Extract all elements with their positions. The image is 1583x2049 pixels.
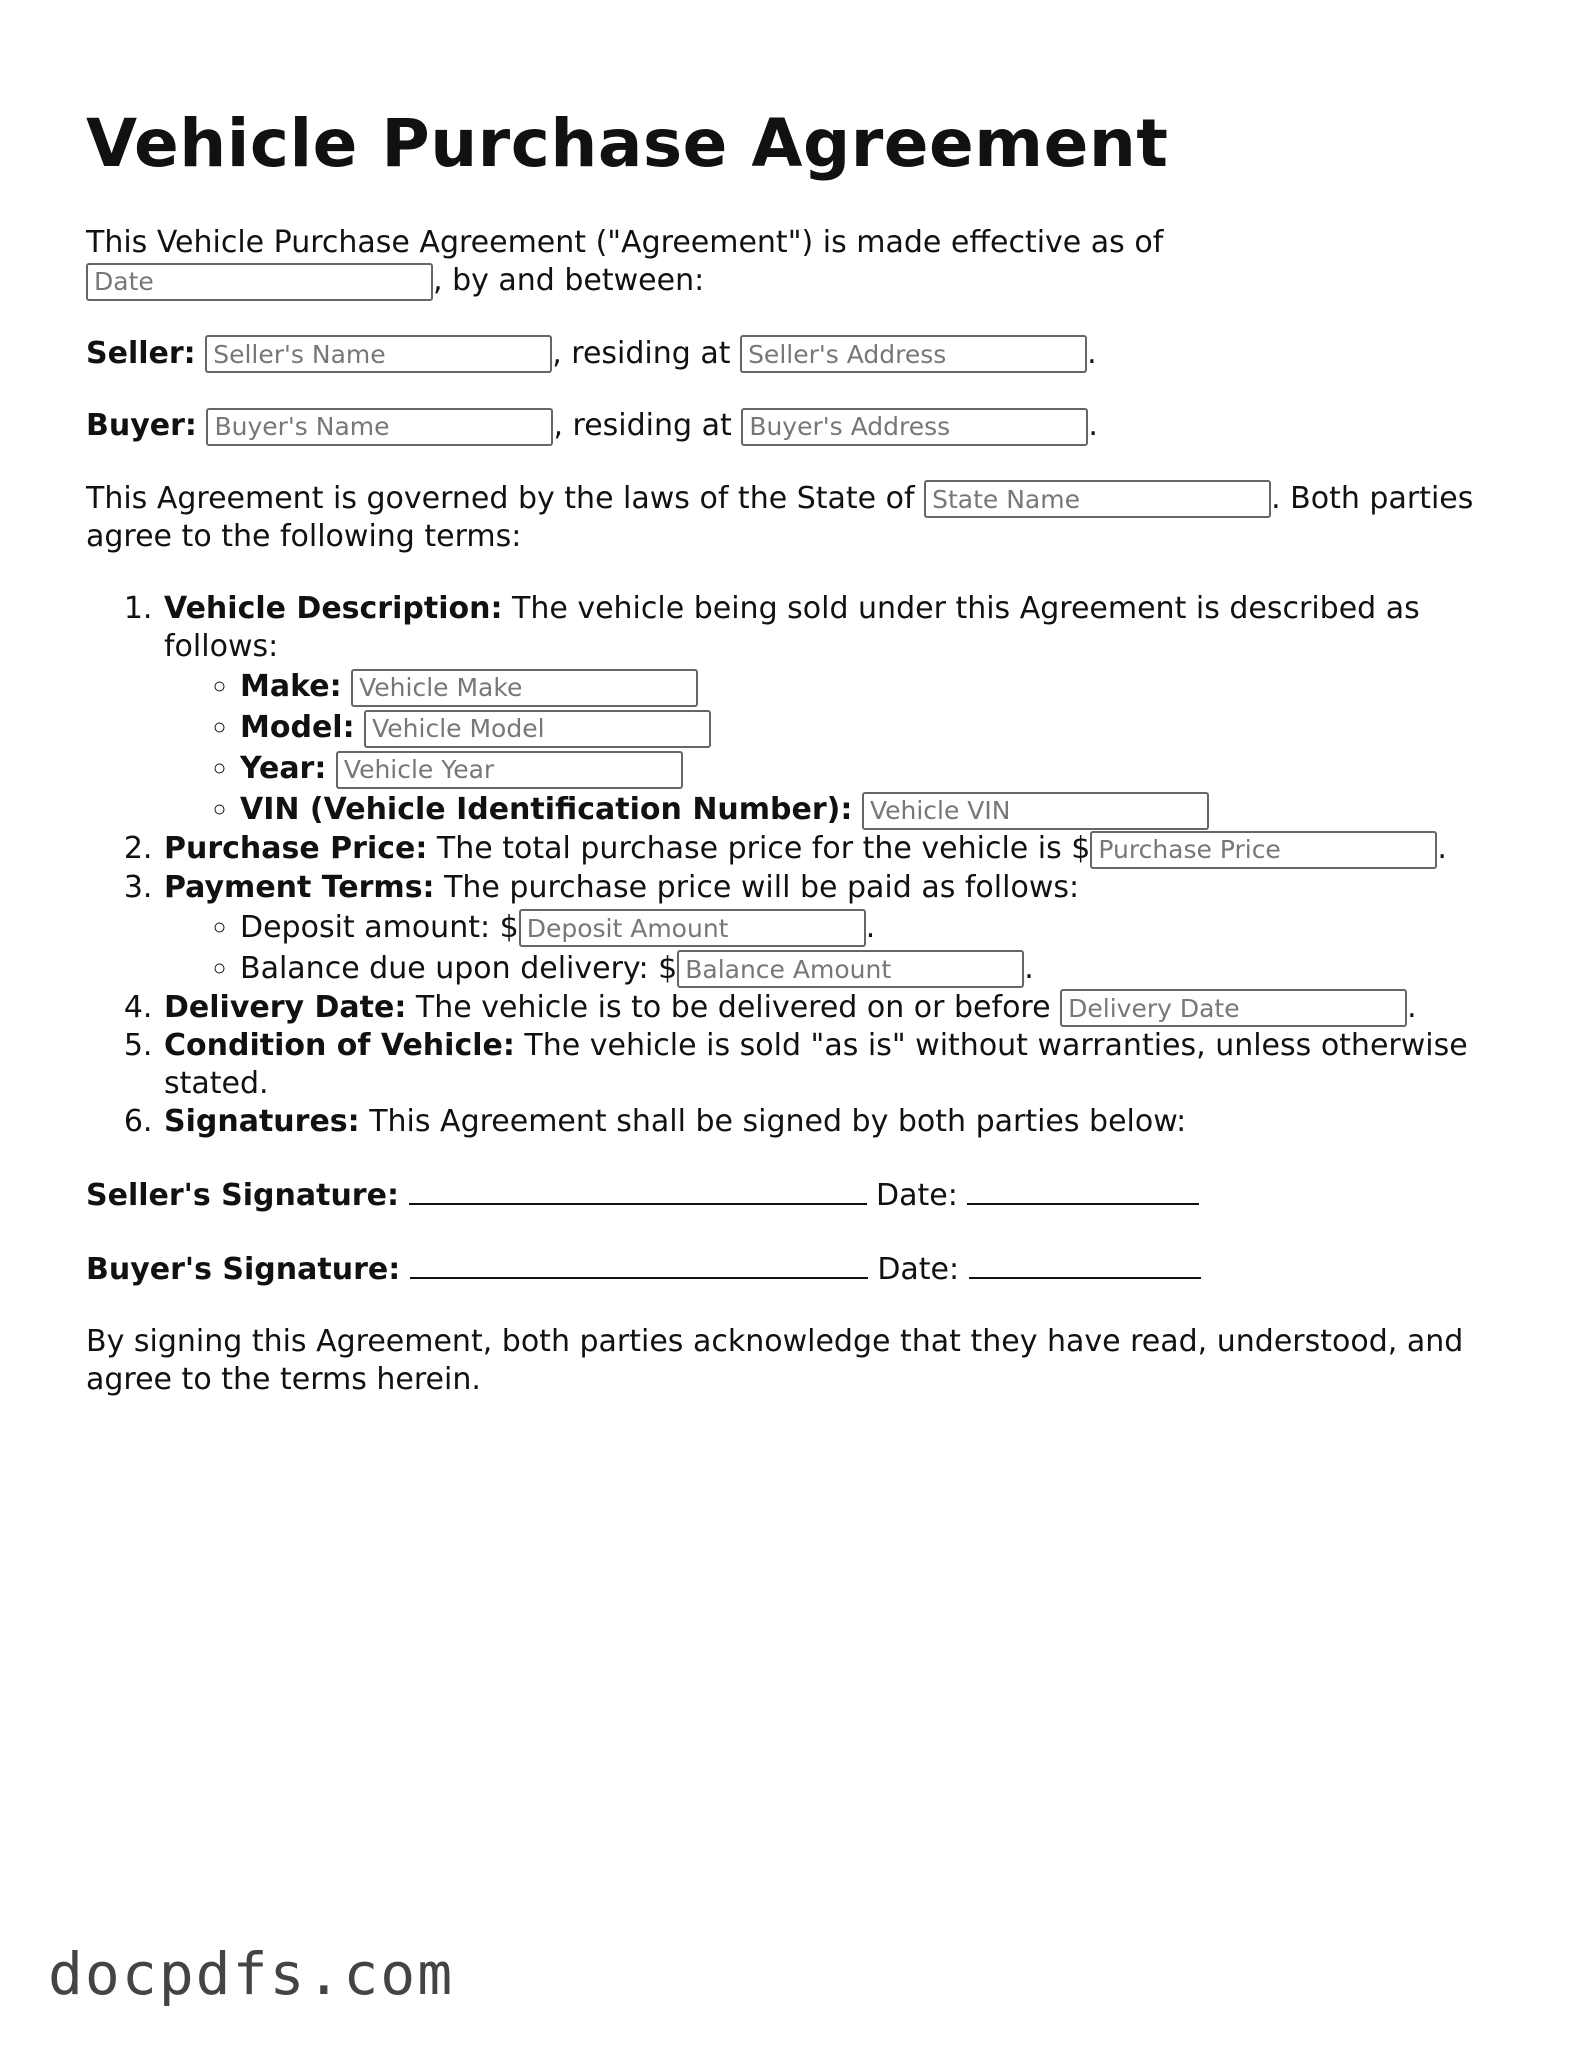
- make-label: Make:: [240, 669, 342, 704]
- term-delivery-date: [162, 989, 1506, 1028]
- seller-label: Seller:: [86, 335, 196, 371]
- balance-text: Balance due upon delivery: $: [240, 950, 678, 986]
- term-heading: Payment Terms:: [164, 869, 435, 905]
- vehicle-year-input[interactable]: [336, 751, 683, 789]
- seller-date-line[interactable]: [967, 1175, 1199, 1205]
- buyer-residing-text: , residing at: [553, 408, 732, 443]
- list-item: [240, 907, 1506, 948]
- vehicle-details-list: [164, 666, 1506, 830]
- buyer-signature-label: Buyer's Signature:: [86, 1252, 401, 1287]
- list-item: [240, 707, 1506, 748]
- buyer-date-line[interactable]: [969, 1249, 1201, 1279]
- delivery-date-input[interactable]: [1060, 989, 1407, 1027]
- date-label: Date:: [877, 1252, 960, 1287]
- seller-signature-row: [86, 1175, 1506, 1215]
- term-text: This Agreement shall be signed by both parties below:: [369, 1104, 1187, 1139]
- term-heading: Condition of Vehicle:: [164, 1028, 515, 1063]
- term-heading: Vehicle Description:: [164, 591, 503, 626]
- term-end: .: [1024, 950, 1034, 986]
- date-label: Date:: [876, 1178, 958, 1213]
- effective-date-input[interactable]: [86, 263, 433, 301]
- buyer-label: Buyer:: [86, 408, 197, 443]
- buyer-line: [86, 407, 1506, 446]
- seller-name-input[interactable]: [205, 335, 552, 373]
- buyer-signature-row: [86, 1249, 1506, 1289]
- seller-line: [86, 335, 1506, 374]
- intro-text: This Vehicle Purchase Agreement ("Agreement") is made effective as of: [86, 225, 1164, 260]
- seller-signature-line[interactable]: [409, 1175, 867, 1205]
- term-end: .: [1437, 831, 1447, 866]
- model-label: Model:: [240, 710, 355, 745]
- intro-paragraph: [86, 224, 1506, 301]
- term-payment-terms: [162, 869, 1506, 989]
- intro-text-after: , by and between:: [433, 263, 705, 298]
- balance-amount-input[interactable]: [677, 950, 1024, 988]
- term-text: The total purchase price for the vehicle is $: [436, 831, 1091, 866]
- governing-text-after: . Both parties agree to the following terms:: [86, 480, 1474, 554]
- buyer-signature-line[interactable]: [410, 1249, 868, 1279]
- term-end: .: [865, 909, 876, 945]
- buyer-line-end: .: [1088, 408, 1098, 443]
- buyer-name-input[interactable]: [206, 408, 553, 446]
- term-heading: Signatures:: [164, 1104, 360, 1139]
- deposit-amount-input[interactable]: [519, 909, 866, 947]
- closing-paragraph: By signing this Agreement, both parties acknowledge that they have read, understood, and agree to the terms herein.: [86, 1324, 1464, 1397]
- list-item: [240, 789, 1506, 830]
- purchase-price-input[interactable]: [1090, 831, 1437, 869]
- watermark: docpdfs.com: [48, 1940, 455, 2008]
- page-title: Vehicle Purchase Agreement: [86, 105, 1169, 182]
- vin-label: VIN (Vehicle Identification Number):: [240, 792, 853, 827]
- term-end: .: [1407, 989, 1417, 1025]
- seller-line-end: .: [1087, 335, 1097, 371]
- terms-list: [86, 590, 1506, 1141]
- payment-list: [164, 907, 1506, 989]
- term-signatures: [162, 1103, 1506, 1141]
- list-item: [240, 948, 1506, 989]
- state-name-input[interactable]: [924, 480, 1271, 518]
- term-heading: Delivery Date:: [164, 989, 407, 1025]
- term-purchase-price: [162, 830, 1506, 869]
- term-vehicle-description: [162, 590, 1506, 830]
- document: [86, 96, 1506, 1433]
- list-item: [240, 748, 1506, 789]
- vehicle-model-input[interactable]: [364, 710, 711, 748]
- buyer-address-input[interactable]: [741, 408, 1088, 446]
- term-heading: Purchase Price:: [164, 831, 428, 866]
- vehicle-vin-input[interactable]: [862, 792, 1209, 830]
- vehicle-make-input[interactable]: [351, 669, 698, 707]
- governing-law-paragraph: [86, 480, 1506, 557]
- list-item: [240, 666, 1506, 707]
- term-text: The purchase price will be paid as follows:: [444, 869, 1080, 905]
- term-text: The vehicle being sold under this Agreement is described as follows:: [164, 591, 1420, 664]
- seller-address-input[interactable]: [740, 335, 1087, 373]
- term-text: The vehicle is to be delivered on or before: [415, 989, 1051, 1025]
- term-condition: [162, 1027, 1506, 1103]
- governing-text: This Agreement is governed by the laws of the State of: [86, 480, 915, 516]
- seller-residing-text: , residing at: [552, 335, 731, 371]
- seller-signature-label: Seller's Signature:: [86, 1178, 399, 1213]
- deposit-text: Deposit amount: $: [240, 909, 519, 945]
- term-text: The vehicle is sold "as is" without warranties, unless otherwise stated.: [164, 1028, 1468, 1101]
- year-label: Year:: [240, 751, 327, 786]
